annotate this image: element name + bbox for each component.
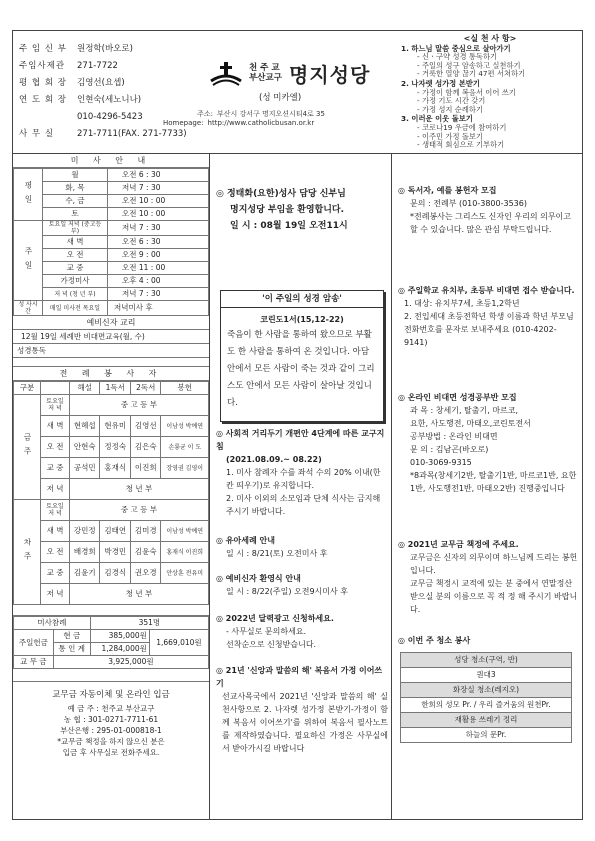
practice-item: - 코로나19 우금에 참여하기 [417,122,507,132]
schedule-day: 화, 목 [43,182,108,195]
notice-line: 과 목 : 창세기, 탈출기, 마르코, [410,406,519,415]
practice-item: - 이주민 가정 돌보기 [417,131,483,141]
finance-value: 3,925,000원 [53,656,208,669]
notice-line: 문 의 : 김남곤(바오로) [410,445,489,454]
cleaning-row [401,713,572,728]
schedule-time: 오전 11 : 00 [108,262,209,275]
schedule-day: 토요일 저녁 (중고등부) [43,221,108,236]
notice-catechumen-title: ◎ 예비신자 환영식 안내 [216,574,301,583]
notice-gospel-title: ◎ 21년 '신앙과 말씀의 해' 복음서 가정 이어쓰기 [216,666,383,688]
bank-line: 부산은행 : 295-01-000818-1 [60,726,162,735]
welcome-line-1: ◎ 정태화(요한)성사 담당 신부님 [216,189,346,199]
notice-distancing [216,427,388,518]
notice-line: 2. 미사 이외의 소모임과 단체 식사는 금지해 주시기 바랍니다. [226,494,381,516]
notice-baptism [216,534,388,560]
scripture-text: 죽음이 한 사람을 통하여 왔으므로 부활도 한 사람을 통하여 온 것입니다. 아담 안에서 모든 사람이 죽는 것과 같이 그리스도 안에서 모든 사람이 살아날 것입니다. [227,330,375,408]
practice-item: - 거룩한 열양 끊기 47편 서쳐하기 [417,69,526,79]
servers-cell: 권오경 [130,563,160,584]
confession-row [14,301,209,316]
servers-row [14,416,209,437]
servers-cell: 김경식 [100,563,130,584]
servers-header: 구분 [14,382,41,395]
info-value: 원정학(바오로) [77,44,133,54]
notice-line: *8과목(창세기2반, 탈출기1반, 마르코1반, 요한1반, 사도행전1반, 마태오2반) 진행중입니다 [410,471,577,493]
info-label: 주 임 신 부 [19,44,67,54]
practice-list [401,35,579,150]
scripture-box [220,290,384,422]
schedule-row [14,208,209,221]
homepage-label: Homepage: [163,119,204,127]
schedule-row [14,221,209,236]
servers-group-text: 금 주 [23,433,32,457]
servers-header [41,382,70,395]
bank-line: 농 협 : 301-0271-7711-61 [63,715,159,724]
servers-row [14,479,209,500]
schedule-time: 오전 6 : 30 [108,236,209,249]
right-column [392,154,582,820]
bank-title: 교무금 자동이체 및 온라인 입금 [52,690,170,700]
info-row [19,75,187,92]
notice-baptism-title: ◎ 유아세례 안내 [216,536,275,545]
servers-cell: 김미경 [130,521,160,542]
finance-total: 1,669,010원 [149,630,208,656]
cleaning-row [401,728,572,743]
cleaning-cell: 화장실 청소(레지오) [401,683,572,698]
finance-row [14,617,209,630]
servers-row [14,584,209,605]
cleaning-cell: 퀀대3 [401,668,572,683]
notice-baptism-line: 일 시 : 8/21(토) 오전미사 후 [226,549,328,558]
notice-bible-study-title: ◎ 온라인 비대면 성경공부반 모집 [398,393,517,402]
schedule-row [14,288,209,301]
notice-catechumen [216,572,388,598]
finance-value: 351명 [90,617,208,630]
schedule-time: 오전 6 : 30 [108,169,209,182]
servers-group-cell: 청 년 부 [70,584,209,605]
servers-row [14,500,209,521]
finance-table [13,616,209,669]
notice-line: 교무금은 신자의 의무이며 하느님께 드리는 봉헌입니다. [410,553,578,575]
welcome-notice [216,186,348,234]
notice-sunday-school-title: ◎ 주일학교 유치부, 초등부 비대면 접수 받습니다. [398,286,575,295]
servers-slot: 토요일 저 녁 [41,500,70,521]
brand-sub-2: 부산교구 [249,73,282,83]
servers-group-cell: 중 고 등 부 [70,500,209,521]
servers-table [13,381,209,605]
left-column [13,154,210,820]
cleaning-row [401,698,572,713]
prep-text: 12월 19일 세례반 비대면교육(월, 수) [13,330,209,344]
servers-cell: 현혜섭 [70,416,100,437]
servers-cell: 김윤기 [70,563,100,584]
servers-cell: 이진희 [130,458,160,479]
servers-slot: 저 녁 [41,479,70,500]
practice-title: <실 천 사 항> [463,34,517,43]
brand-sub [249,63,289,83]
schedule-day: 새 벽 [43,236,108,249]
servers-slot: 교 중 [41,563,70,584]
servers-header: 봉헌 [161,382,209,395]
schedule-day: 토 [43,208,108,221]
schedule-day: 저 녁 (청 년 부) [43,288,108,301]
info-value: 010-4296-5423 [77,112,143,122]
brand-sub-1: 천 주 교 [249,63,280,73]
schedule-time: 오전 10 : 00 [108,195,209,208]
notice-distancing-sub: (2021.08.09.~ 08.22) [226,455,322,464]
cleaning-cell: 재활용 쓰레기 정리 [401,713,572,728]
schedule-day: 교 중 [43,262,108,275]
info-label: 연 도 회 장 [19,95,67,105]
notice-cleaning-title: ◎ 이번 주 청소 봉사 [398,636,471,645]
info-row [19,126,187,143]
servers-header: 해설 [70,382,100,395]
mass-schedule-title: 미 사 안 내 [13,154,209,168]
finance-label: 주일헌금 [14,630,54,656]
servers-title: 전 례 봉 사 자 [13,367,209,381]
notice-calendar [216,612,388,651]
finance-value: 1,284,000원 [90,643,149,656]
practice-item: - 생태적 회심으로 기부하기 [417,140,505,150]
schedule-day: 가정미사 [43,275,108,288]
info-label [19,109,77,126]
confession-day: 매일 미사전 목요일 [43,301,108,316]
finance-label: 교 무 금 [14,656,54,669]
scripture-title: '이 주일의 성경 암송' [221,291,383,308]
servers-slot: 저 녁 [41,584,70,605]
info-row [19,58,187,75]
practice-head: 2. 나자렛 성가정 본받기 [401,78,480,88]
notice-gospel-text: 선교사목국에서 2021년 '신앙과 말씀의 해' 실천사항으로 2. 나자렛 성가정 본받기-가정이 함께 복음서 이어쓰기'를 위하여 복음서 필사노트를 제작하였습니다. 필요하신 가정은 사무실에서 받아가시길 바랍니다 [222,692,388,753]
servers-row [14,542,209,563]
schedule-time: 저녁 7 : 30 [108,221,209,236]
welcome-line-3: 일 시 : 08월 19일 오전11시 [230,221,348,231]
practice-item: - 가정 성지 순례하기 [417,104,483,114]
confession-time: 저녁미사 후 [108,301,209,316]
cleaning-cell: 한희의 성모 Pr. / 우리 즐거움의 원천Pr. [401,698,572,713]
finance-row [14,656,209,669]
schedule-day: 오 전 [43,249,108,262]
parish-logo-icon [209,61,243,87]
servers-cell: 손룡균 이 도 [161,437,209,458]
notice-gospel [216,664,388,755]
info-value: 271-7722 [77,61,118,71]
servers-slot: 토요일 저 녁 [41,395,70,416]
servers-cell: 현유미 [100,416,130,437]
servers-cell: 강민정 [70,521,100,542]
schedule-time: 오전 10 : 00 [108,208,209,221]
servers-cell: 홍재식 [100,458,130,479]
notice-dues-title: ◎ 2021년 교무금 책정에 주세요. [398,540,519,549]
bank-line: *교무금 책정을 하지 않으신 분은 [57,737,165,746]
schedule-row [14,195,209,208]
notice-calendar-title: ◎ 2022년 달력광고 신청하세요. [216,614,334,623]
notice-line: 선착순으로 신청받습니다. [226,640,317,649]
address: 부산시 강서구 명지오션시티4로 35 [217,110,325,118]
info-label: 사 무 실 [19,129,55,139]
cleaning-row [401,683,572,698]
schedule-group-text: 평 일 [24,180,33,205]
notice-line: 1. 대상: 유치부7세, 초등1,2학년 [404,299,520,308]
practice-head: 3. 이러운 이웃 돌보기 [401,114,473,124]
scripture-ref: 코린도1서(15,12-22) [260,315,344,324]
servers-cell: 정정숙 [100,437,130,458]
bank-line: 입금 후 사무실로 전화주세요. [62,748,160,757]
notice-line: 교무금 책정시 교적에 있는 분 중에서 연말정산 받으실 분의 이름으로 꼭 적 정 해 주시기 바랍니다. [410,579,578,614]
servers-group-label [14,395,41,500]
homepage-link[interactable]: http://www.catholicbusan.or.kr [207,119,315,127]
servers-cell: 김윤숙 [130,542,160,563]
servers-group-label [14,500,41,605]
schedule-group-label [14,221,43,301]
servers-cell: 이남성 박예연 [161,521,209,542]
servers-header-row [14,382,209,395]
notice-line: 010-3069-9315 [410,458,472,467]
finance-sub: 통 인 계 [53,643,90,656]
notice-line: 2. 전입세대 초등전학년 학생 이름과 학년 부모님 전화번호를 문자로 보내주세요 (010-4202-9141) [404,312,574,347]
parish-info [19,41,187,143]
finance-row [14,630,209,643]
bank-info [13,682,209,766]
practice-item: - 신ㆍ구약 성경 통독하기 [417,52,498,62]
schedule-time: 저녁 7 : 30 [108,182,209,195]
notice-readers-title: ◎ 독서자, 예를 봉헌자 모집 [398,186,497,195]
notice-bible-study [398,391,578,495]
schedule-day: 월 [43,169,108,182]
notice-cleaning [398,634,578,647]
notice-sunday-school [398,284,578,349]
servers-group-cell: 중 고 등 부 [70,395,209,416]
info-row [19,109,187,126]
servers-row [14,395,209,416]
servers-header: 2독서 [130,382,160,395]
middle-column [210,154,392,820]
servers-header: 1독서 [100,382,130,395]
schedule-group-text: 주 일 [24,246,33,271]
servers-cell: 김태연 [100,521,130,542]
info-value: 271-7711(FAX. 271-7733) [77,129,187,139]
practice-head: 1. 하느님 말씀 중심으로 살아가기 [401,43,511,53]
practice-item: - 가정이 함께 복음서 이어 쓰기 [417,87,516,97]
notice-line: - 사무실로 문의하세요. [226,627,307,636]
schedule-time: 오전 9 : 00 [108,249,209,262]
brand-patron: (성 미카엘) [259,93,302,103]
servers-slot: 새 벽 [41,416,70,437]
servers-cell: 홍재식 이진희 [161,542,209,563]
servers-cell: 안상훈 전유미 [161,563,209,584]
schedule-row [14,182,209,195]
schedule-row [14,249,209,262]
servers-row [14,521,209,542]
brand-name: 명지성당 [289,63,371,87]
info-value: 인현숙(세노니나) [77,95,142,105]
servers-slot: 새 벽 [41,521,70,542]
schedule-row [14,236,209,249]
notice-catechumen-line: 일 시 : 8/22(주일) 오전9시미사 후 [226,587,348,596]
notice-distancing-title: ◎ 사회적 거리두기 개편안 4단계에 따른 교구지침 [216,429,385,451]
prep-title: 예비신자 교리 [13,316,209,330]
bulletin-page [12,30,583,820]
schedule-row [14,169,209,182]
bank-line: 예 금 주 : 천주교 부산교구 [67,704,155,713]
servers-cell: 장영권 김영이 [161,458,209,479]
servers-slot: 오 전 [41,542,70,563]
mass-schedule-table [13,168,209,316]
schedule-day: 수, 금 [43,195,108,208]
info-row [19,41,187,58]
servers-slot: 오 전 [41,437,70,458]
notice-line: 1. 미사 참례자 수를 좌석 수의 20% 이내(한 칸 띄우기)로 유지합니다. [226,468,381,490]
servers-cell: 김은숙 [130,437,160,458]
notice-readers [398,184,578,236]
finance-sub: 현 금 [53,630,90,643]
header [13,31,582,154]
servers-cell: 박경민 [100,542,130,563]
practice-item: - 가정 기도 시간 갖기 [417,96,486,106]
servers-cell: 안현숙 [70,437,100,458]
servers-cell: 공석민 [70,458,100,479]
notice-line: 문의 : 전례부 (010-3800-3536) [410,199,527,208]
study-label: 성경통독 [13,344,209,358]
info-row [19,92,187,109]
info-label: 주임사제관 [19,61,66,71]
cleaning-row [401,653,572,668]
servers-row [14,563,209,584]
finance-value: 385,000원 [90,630,149,643]
schedule-row [14,275,209,288]
servers-row [14,458,209,479]
cleaning-cell: 하늘의 문Pr. [401,728,572,743]
servers-group-cell: 청 년 부 [70,479,209,500]
servers-cell: 이남성 박예연 [161,416,209,437]
finance-label: 미사참례 [14,617,91,630]
notice-line: 요한, 사도행전, 마태오,코린토전서 [410,419,531,428]
servers-slot: 교 중 [41,458,70,479]
schedule-row [14,262,209,275]
info-value: 김영선(요셉) [77,78,125,88]
confession-label: 성 사시간 [14,301,43,316]
schedule-time: 오후 4 : 00 [108,275,209,288]
welcome-line-2: 명지성당 부임을 환영합니다. [230,205,345,215]
notice-dues [398,538,578,616]
servers-cell: 김영선 [130,416,160,437]
address-block [163,110,325,128]
notice-line: *전례봉사는 그리스도 신자인 우리의 의무이고 할 수 있습니다. 많은 관심 부탁드립니다. [410,212,572,234]
servers-group-text: 차 주 [23,538,32,562]
cleaning-table [400,652,572,743]
schedule-time: 저녁 7 : 30 [108,288,209,301]
servers-cell: 배경희 [70,542,100,563]
cleaning-cell: 성당 청소(구역, 반) [401,653,572,668]
info-label: 평 협 회 장 [19,78,67,88]
cleaning-row [401,668,572,683]
notice-line: 공부방법 : 온라인 비대면 [410,432,498,441]
address-label: 주소: [197,110,213,118]
schedule-group-label [14,169,43,221]
practice-item: - 주일의 성구 암송하고 실천하기 [417,60,521,70]
servers-row [14,437,209,458]
